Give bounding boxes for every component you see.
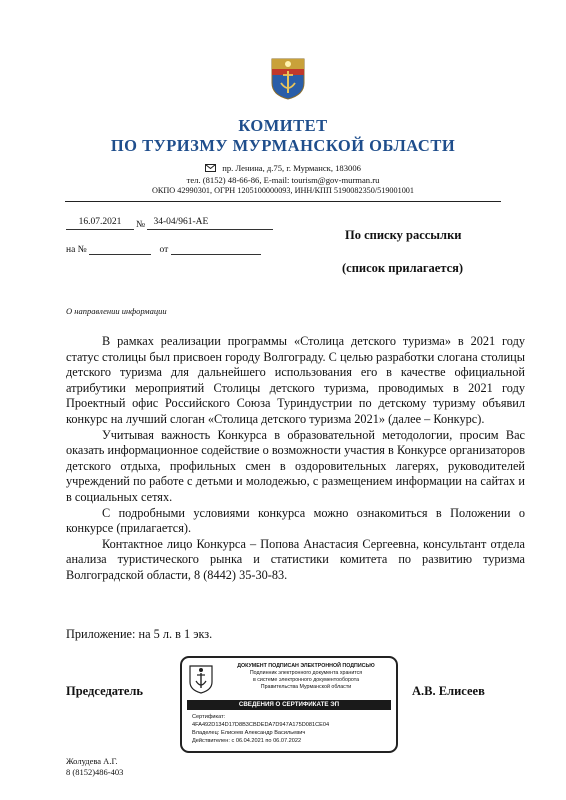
reply-date-blank [171,242,261,255]
stamp-cert-label: Сертификат: [192,714,226,720]
body-paragraph: Контактное лицо Конкурса – Попова Анастасия Сергеевна, консультант отдела анализа туристического рынка и статистики комитета по развитию туризма Волгоградской области, 8 (8442) 35-30-83. [66,536,525,582]
stamp-header [220,663,392,691]
executor-info [66,756,123,778]
stamp-cert-bar: СВЕДЕНИЯ О СЕРТИФИКАТЕ ЭП [187,700,391,710]
org-phone-email: тел. (8152) 48-66-86, E-mail: tourism@gov-murman.ru [186,175,380,185]
body-paragraph: В рамках реализации программы «Столица детского туризма» в 2021 году статус столицы был присвоен городу Волгограду. С целью разработки слогана столицы детского туризма для дальнейшего использования его в качестве официальной атрибутики мероприятий Столицы детского туризма, проводимых в 2021 году Проектный офис Российского Союза Туриндустрии по детскому туризму объявил конкурс на лучший слоган «Столица детского туризма 2021» (далее – Конкурс). [66,334,525,426]
stamp-line2: в системе электронного документооборота [252,677,360,683]
stamp-details [192,713,329,745]
reply-from-label: от [159,245,169,255]
executor-name: Жолудева А.Г. [66,756,118,766]
e-signature-stamp [180,656,398,753]
header-divider [65,201,501,202]
recipient-line2: (список прилагается) [342,261,464,275]
doc-date: 16.07.2021 [66,217,134,230]
stamp-owner: Владелец: Елисеев Александр Васильевич [192,730,306,736]
stamp-emblem-icon [188,664,214,694]
org-codes: ОКПО 42990301, ОГРН 1205100000093, ИНН/КПП 5190082350/519001001 [152,186,414,195]
org-address [0,162,566,174]
body-paragraph: Учитывая важность Конкурса в образовательной методологии, просим Вас оказать информационное содействие о возможности участия в Конкурсе организаторов детского отдыха, профильных смен в оздоровительных лагерях, руководителей учреждений по работе с детьми и молодежью, с размещением информации на сайтах и в социальных сетях. [66,427,525,504]
stamp-title: ДОКУМЕНТ ПОДПИСАН ЭЛЕКТРОННОЙ ПОДПИСЬЮ [237,663,375,669]
murmansk-coat-of-arms-icon [270,57,306,101]
stamp-cert-value: 4FA492D134D17D8B3CBDEDA7D947A175D081CE04 [192,722,330,728]
executor-phone: 8 (8152)486-403 [66,767,124,777]
envelope-icon [205,163,222,173]
doc-number-label: № [136,220,146,230]
stamp-line1: Подлинник электронного документа хранится [249,670,363,676]
doc-date-field [66,217,134,230]
letter-body [66,334,525,584]
reply-ref-field [66,242,261,255]
letter-subject: О направлении информации [66,306,167,316]
address-text: пр. Ленина, д.75, г. Мурманск, 183006 [222,163,361,173]
signatory-role: Председатель [66,684,144,698]
reply-prefix: на № [66,245,87,255]
reply-number-blank [89,242,151,255]
doc-number-field [136,217,273,230]
stamp-valid: Действителен: с 06.04.2021 по 06.07.2022 [192,738,302,744]
attachment-note: Приложение: на 5 л. в 1 экз. [66,627,213,641]
body-paragraph: С подробными условиями конкурса можно ознакомиться в Положении о конкурсе (прилагается). [66,505,525,536]
doc-number: 34-04/961-АЕ [147,217,273,230]
coat-of-arms-emblem [270,57,306,101]
org-title-line1: КОМИТЕТ [238,116,328,135]
org-title-line2: ПО ТУРИЗМУ МУРМАНСКОЙ ОБЛАСТИ [110,136,456,155]
recipient-line1: По списку рассылки [345,228,462,242]
signatory-name: А.В. Елисеев [412,684,485,698]
stamp-line3: Правительства Мурманской области [260,684,352,690]
